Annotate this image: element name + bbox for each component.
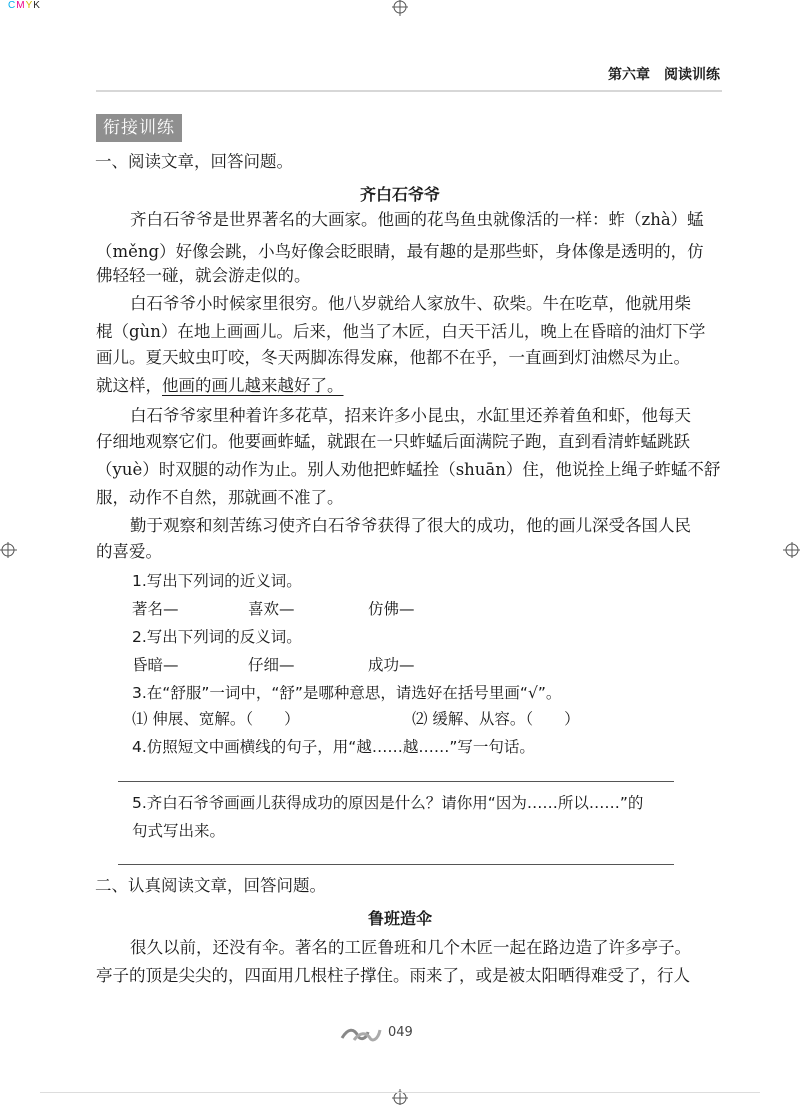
q2-word: 成功— [368, 656, 415, 674]
q3-option-1[interactable]: ⑴ 伸展、宽解。（ ） [132, 710, 300, 728]
cmyk-y: Y [25, 0, 34, 11]
cmyk-k: K [33, 0, 41, 11]
passage1-line: 的喜爱。 [96, 542, 162, 561]
q1-word: 仿佛— [368, 600, 415, 618]
bottom-divider [40, 1092, 760, 1093]
header-divider [96, 90, 722, 92]
passage1-line: 棍（gùn）在地上画画儿。后来，他当了木匠，白天干活儿，晚上在昏暗的油灯下学 [96, 322, 706, 341]
passage1-line: （měng）好像会跳，小鸟好像会眨眼睛，最有趣的是那些虾，身体像是透明的，仿 [96, 242, 704, 261]
passage1-line: 画儿。夏天蚊虫叮咬，冬天两脚冻得发麻，他都不在乎，一直画到灯油燃尽为止。 [96, 348, 690, 367]
registration-mark-top [391, 0, 409, 18]
passage1-line [96, 374, 690, 398]
q2-word: 昏暗— [132, 656, 179, 674]
cmyk-c: C [8, 0, 17, 11]
question-1: 1.写出下列词的近义词。 [132, 572, 302, 590]
question-5-cont: 句式写出来。 [132, 822, 226, 840]
cmyk-print-mark [8, 0, 41, 11]
passage1-line: 仔细地观察它们。他要画蚱蜢，就跟在一只蚱蜢后面满院子跑，直到看清蚱蜢跳跃 [96, 432, 690, 451]
question-5: 5.齐白石爷爷画画儿获得成功的原因是什么？请你用“因为……所以……”的 [132, 794, 644, 812]
passage2-title: 鲁班造伞 [367, 909, 432, 928]
passage1-line-start: 就这样， [96, 376, 162, 395]
answer-line[interactable] [118, 781, 674, 782]
passage1-line: 白石爷爷家里种着许多花草，招来许多小昆虫，水缸里还养着鱼和虾，他每天 [130, 406, 691, 425]
question-3: 3.在“舒服”一词中，“舒”是哪种意思，请选好在括号里画“√”。 [132, 684, 562, 702]
registration-mark-left [0, 541, 18, 559]
passage1-title: 齐白石爷爷 [359, 185, 440, 204]
cmyk-m: M [16, 0, 26, 11]
q3-option-2[interactable]: ⑵ 缓解、从容。（ ） [412, 710, 580, 728]
section-badge: 衔接训练 [96, 114, 182, 142]
passage2-line: 很久以前，还没有伞。著名的工匠鲁班和几个木匠一起在路边造了许多亭子。 [130, 938, 691, 957]
passage1-line: 齐白石爷爷是世界著名的大画家。他画的花鸟鱼虫就像活的一样：蚱（zhà）蜢 [130, 210, 704, 229]
registration-mark-bottom [391, 1087, 409, 1105]
question-4: 4.仿照短文中画横线的句子，用“越……越……”写一句话。 [132, 738, 535, 756]
answer-line[interactable] [118, 864, 674, 865]
passage1-line: 白石爷爷小时候家里很穷。他八岁就给人家放牛、砍柴。牛在吃草，他就用柴 [130, 294, 691, 313]
wave-icon [340, 1020, 382, 1046]
passage1-line: 佛轻轻一碰，就会游走似的。 [96, 266, 311, 285]
registration-mark-right [782, 541, 800, 559]
page-number: 049 [388, 1025, 413, 1040]
underlined-sentence: 他画的画儿越来越好了。 [162, 376, 344, 395]
chapter-header: 第六章 阅读训练 [608, 67, 720, 83]
part1-heading: 一、阅读文章，回答问题。 [95, 152, 293, 171]
question-2: 2.写出下列词的反义词。 [132, 628, 302, 646]
passage1-line: 服，动作不自然，那就画不准了。 [96, 488, 344, 507]
passage1-line: 勤于观察和刻苦练习使齐白石爷爷获得了很大的成功，他的画儿深受各国人民 [130, 516, 691, 535]
passage1-line: （yuè）时双腿的动作为止。别人劝他把蚱蜢拴（shuān）住，他说拴上绳子蚱蜢不舒 [96, 460, 721, 479]
part2-heading: 二、认真阅读文章，回答问题。 [95, 876, 326, 895]
q2-word: 仔细— [248, 656, 295, 674]
q1-word: 喜欢— [248, 600, 295, 618]
q1-word: 著名— [132, 600, 179, 618]
passage2-line: 亭子的顶是尖尖的，四面用几根柱子撑住。雨来了，或是被太阳晒得难受了，行人 [96, 966, 690, 985]
